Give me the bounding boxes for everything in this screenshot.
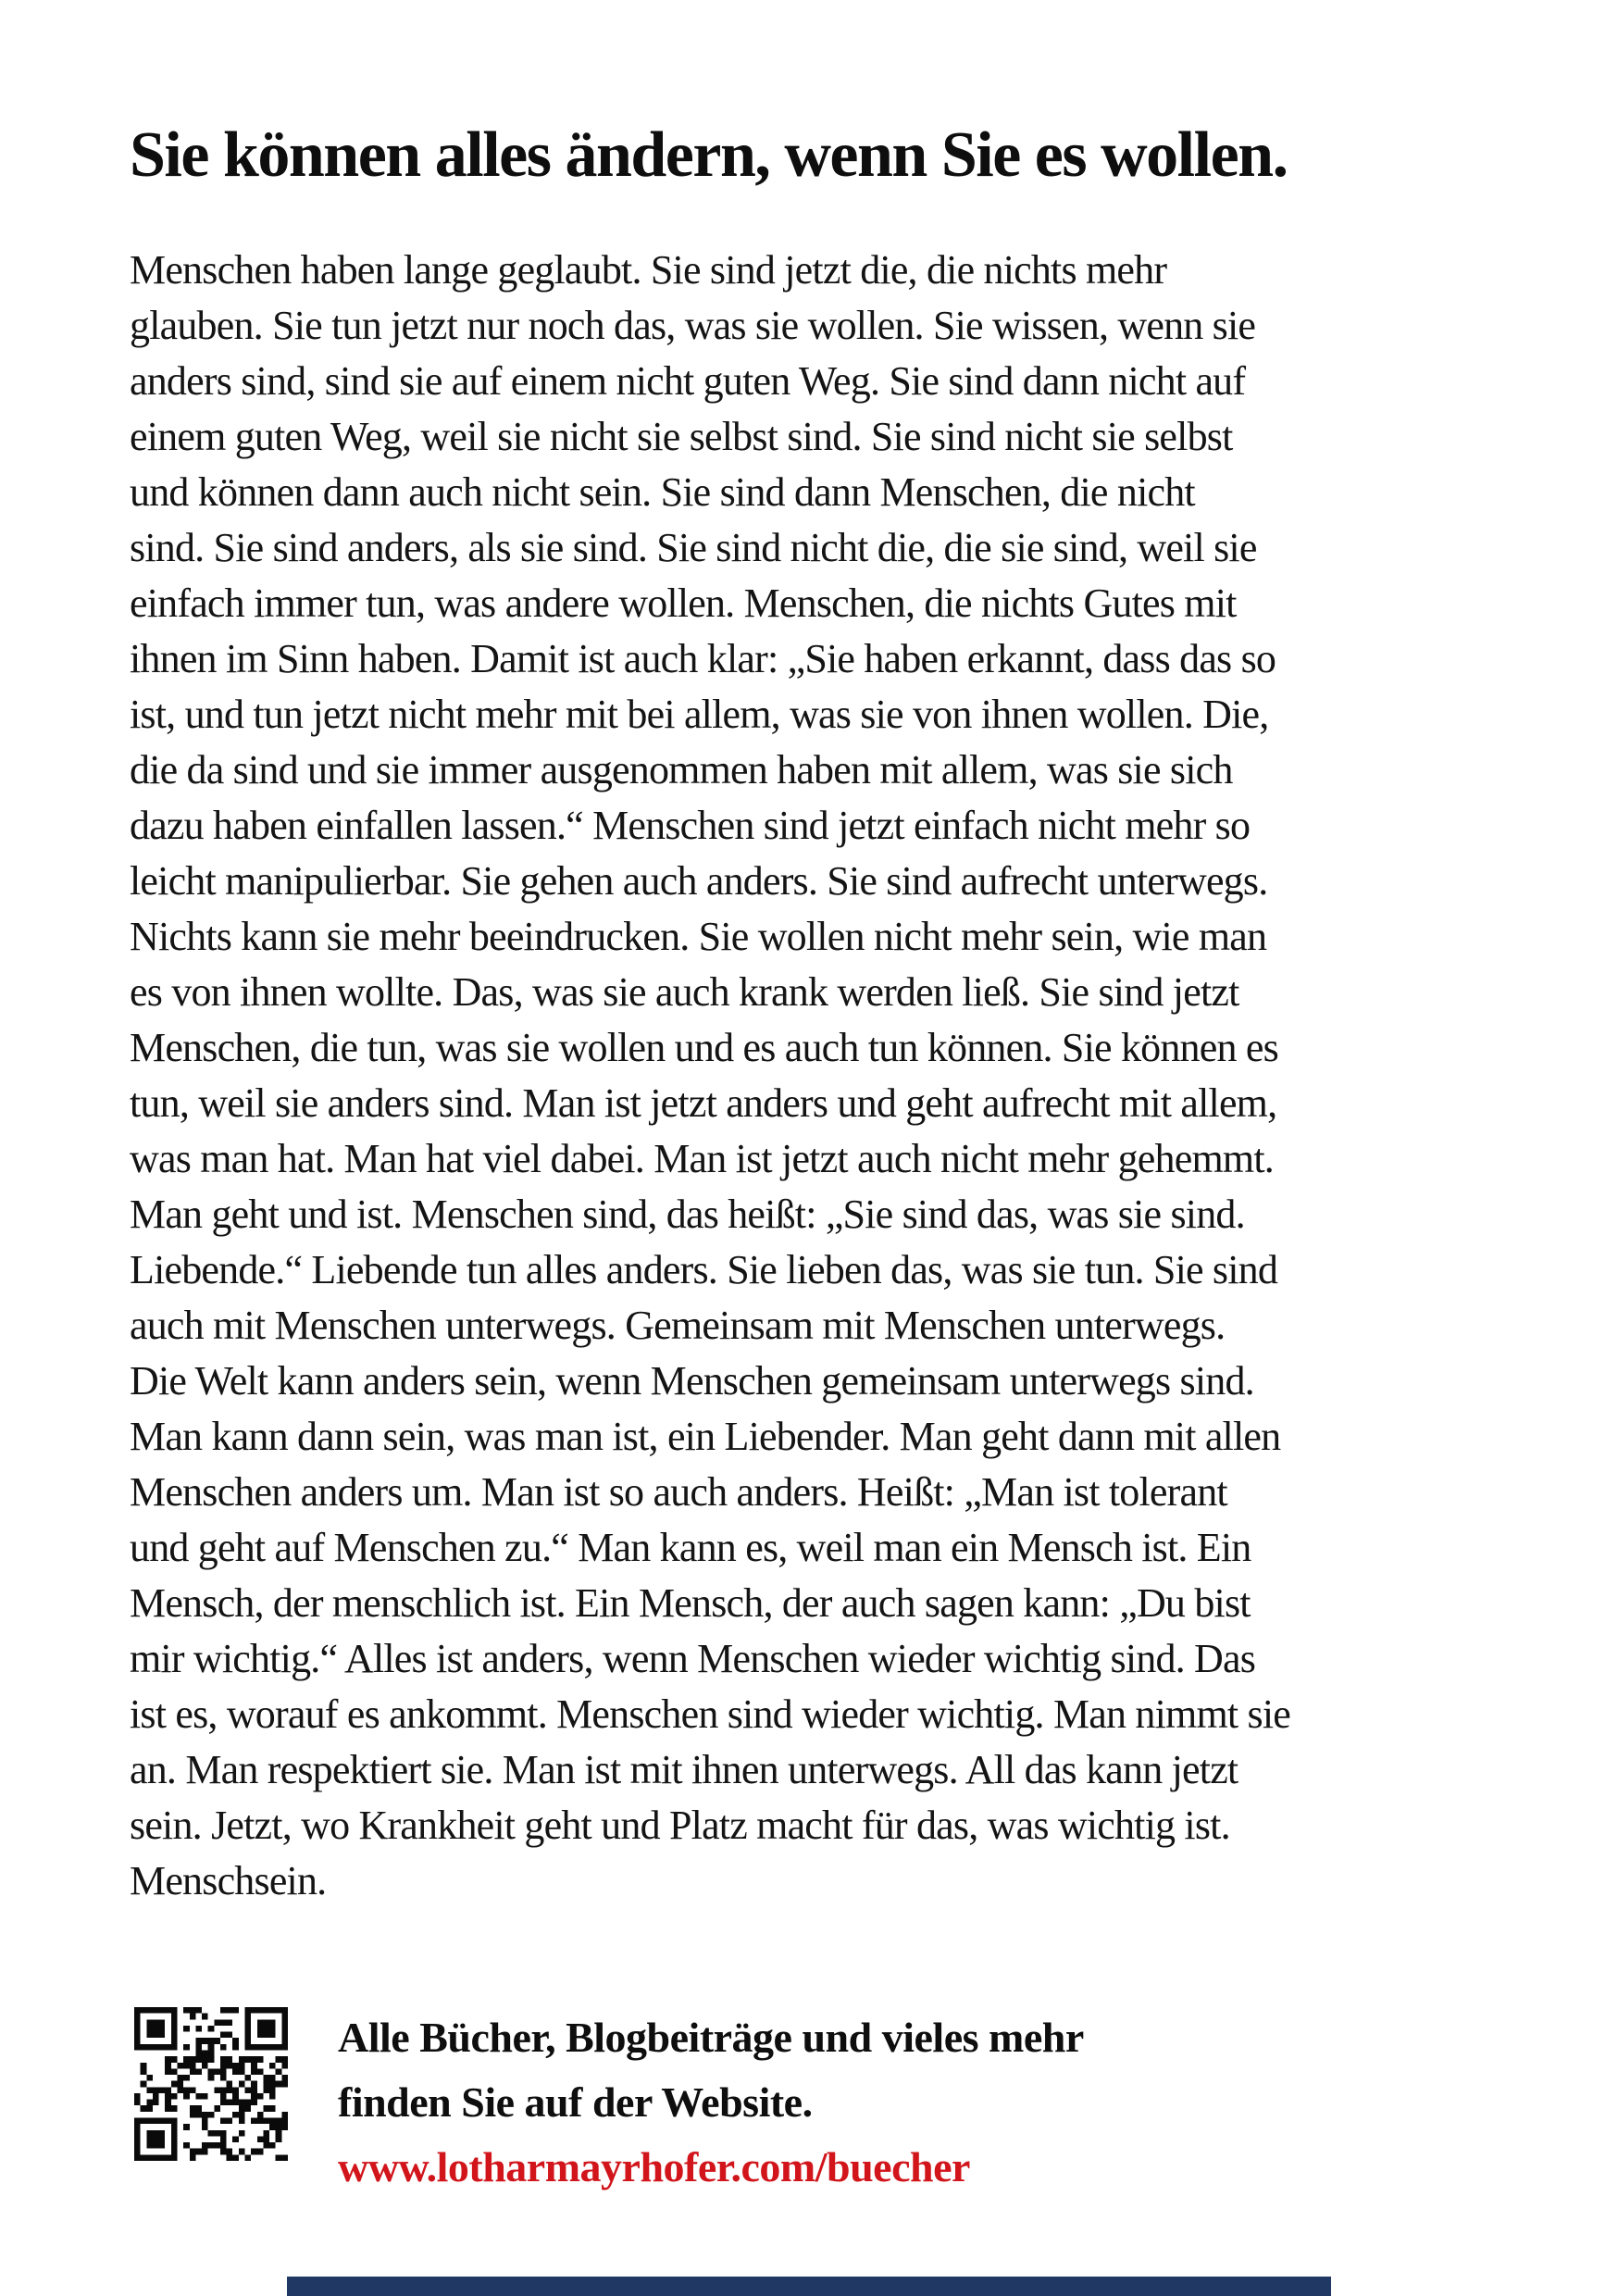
body-line: und können dann auch nicht sein. Sie sind dann Menschen, die nicht	[130, 469, 1195, 515]
body-line: einem guten Weg, weil sie nicht sie selbst sind. Sie sind nicht sie selbst	[130, 414, 1233, 459]
body-line: Menschen anders um. Man ist so auch anders. Heißt: „Man ist tolerant	[130, 1469, 1227, 1515]
body-line: tun, weil sie anders sind. Man ist jetzt anders und geht aufrecht mit allem,	[130, 1080, 1277, 1126]
body-line: ihnen im Sinn haben. Damit ist auch klar: „Sie haben erkannt, dass das so	[130, 636, 1276, 681]
footer-info-line-1: Alle Bücher, Blogbeiträge und vieles mehr	[338, 2014, 1084, 2061]
body-line: Menschen haben lange geglaubt. Sie sind jetzt die, die nichts mehr	[130, 247, 1167, 293]
body-line: an. Man respektiert sie. Man ist mit ihnen unterwegs. All das kann jetzt	[130, 1747, 1238, 1792]
body-line: Menschen, die tun, was sie wollen und es auch tun können. Sie können es	[130, 1025, 1278, 1070]
body-line: Man geht und ist. Menschen sind, das heißt: „Sie sind das, was sie sind.	[130, 1192, 1245, 1237]
body-line: Mensch, der menschlich ist. Ein Mensch, der auch sagen kann: „Du bist	[130, 1580, 1251, 1626]
body-line: dazu haben einfallen lassen.“ Menschen sind jetzt einfach nicht mehr so	[130, 803, 1251, 848]
body-line: die da sind und sie immer ausgenommen haben mit allem, was sie sich	[130, 747, 1233, 792]
footer-section	[130, 2005, 1518, 2190]
body-line: auch mit Menschen unterwegs. Gemeinsam mit Menschen unterwegs.	[130, 1303, 1226, 1348]
body-line: Menschsein.	[130, 1858, 327, 1903]
body-line: es von ihnen wollte. Das, was sie auch krank werden ließ. Sie sind jetzt	[130, 969, 1239, 1015]
body-line: und geht auf Menschen zu.“ Man kann es, weil man ein Mensch ist. Ein	[130, 1525, 1251, 1570]
body-paragraph	[130, 243, 1518, 1909]
qr-code-icon	[134, 2007, 288, 2161]
body-line: leicht manipulierbar. Sie gehen auch anders. Sie sind aufrecht unterwegs.	[130, 858, 1268, 904]
page-title: Sie können alles ändern, wenn Sie es wollen.	[130, 119, 1288, 191]
body-line: Nichts kann sie mehr beeindrucken. Sie wollen nicht mehr sein, wie man	[130, 914, 1267, 959]
body-line: ist es, worauf es ankommt. Menschen sind wieder wichtig. Man nimmt sie	[130, 1691, 1290, 1737]
body-line: einfach immer tun, was andere wollen. Menschen, die nichts Gutes mit	[130, 580, 1237, 626]
body-line: sind. Sie sind anders, als sie sind. Sie sind nicht die, die sie sind, weil sie	[130, 525, 1257, 570]
body-line: glauben. Sie tun jetzt nur noch das, was sie wollen. Sie wissen, wenn sie	[130, 303, 1256, 348]
body-line: Man kann dann sein, was man ist, ein Liebender. Man geht dann mit allen	[130, 1414, 1281, 1459]
body-line: was man hat. Man hat viel dabei. Man ist jetzt auch nicht mehr gehemmt.	[130, 1136, 1274, 1181]
footer-info-line-2: finden Sie auf der Website.	[338, 2078, 813, 2126]
website-url-link[interactable]: www.lotharmayrhofer.com/buecher	[338, 2143, 970, 2190]
body-line: anders sind, sind sie auf einem nicht guten Weg. Sie sind dann nicht auf	[130, 358, 1246, 404]
body-line: Liebende.“ Liebende tun alles anders. Sie lieben das, was sie tun. Sie sind	[130, 1247, 1278, 1292]
body-line: sein. Jetzt, wo Krankheit geht und Platz macht für das, was wichtig ist.	[130, 1803, 1230, 1848]
body-line: Die Welt kann anders sein, wenn Menschen gemeinsam unterwegs sind.	[130, 1358, 1254, 1404]
body-line: ist, und tun jetzt nicht mehr mit bei allem, was sie von ihnen wollen. Die,	[130, 692, 1269, 737]
body-line: mir wichtig.“ Alles ist anders, wenn Menschen wieder wichtig sind. Das	[130, 1636, 1256, 1681]
bottom-accent-bar	[287, 2277, 1331, 2296]
